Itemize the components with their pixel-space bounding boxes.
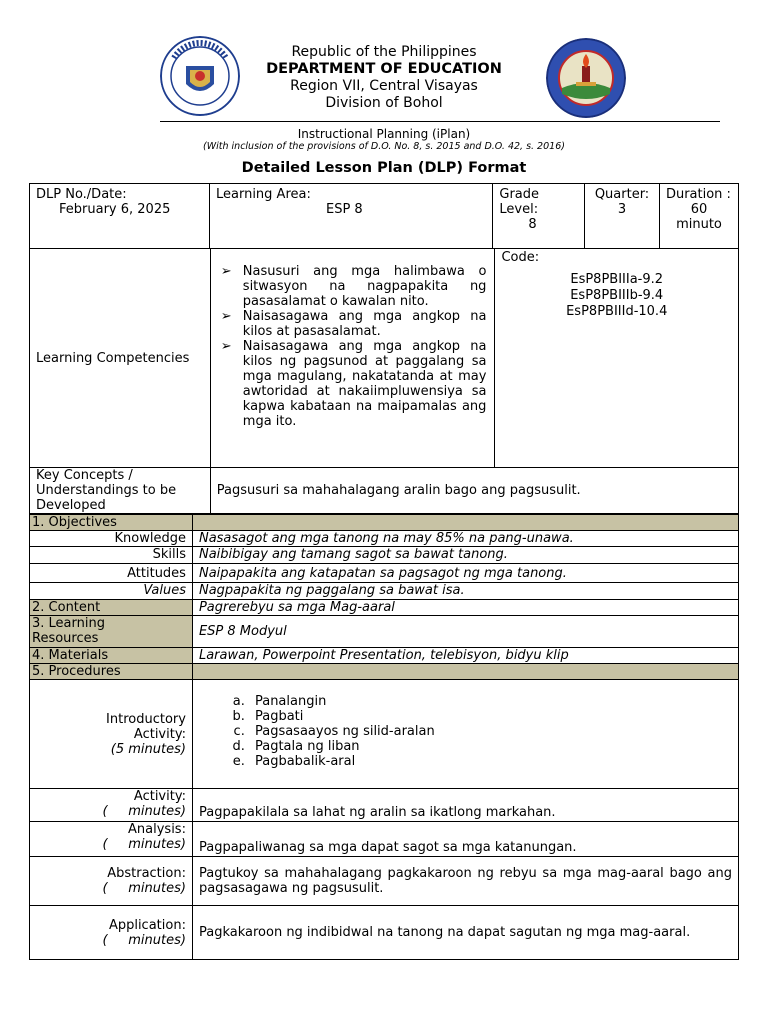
analysis-time: ( minutes): [102, 837, 186, 852]
abstraction-label-cell: [30, 857, 193, 906]
abstraction-value: Pagtukoy sa mahahalagang pagkakaroon ng rebyu sa mga mag-aaral bago ang pagsasagawa ng pagsusulit.: [192, 857, 738, 906]
dlp-label: DLP No./Date:: [36, 187, 127, 202]
header-department: DEPARTMENT OF EDUCATION: [266, 61, 502, 77]
materials-value: Larawan, Powerpoint Presentation, telebisyon, bidyu klip: [192, 648, 738, 664]
competency-item: ➢ Naisasagawa ang mga angkop na kilos ng pagsunod at paggalang sa mga magulang, nakatatanda at may awtoridad at nakaiimpluwensiya sa kapwa kabataan na maipamalas ang mga ito.: [243, 339, 487, 429]
learning-area-label: Learning Area:: [215, 187, 311, 202]
key-concepts-value: Pagsusuri sa mahahalagang aralin bago ang pagsusulit.: [210, 468, 738, 514]
application-time: ( minutes): [102, 932, 186, 948]
objectives-section-fill: [192, 515, 738, 531]
content-value: Pagrerebyu sa mga Mag-aaral: [192, 600, 738, 616]
abstraction-label: Abstraction:: [107, 866, 186, 881]
dlp-date: February 6, 2025: [59, 202, 171, 217]
code-label: Code:: [501, 250, 540, 265]
application-value: Pagkakaroon ng indibidwal na tanong na dapat sagutan ng mga mag-aaral.: [192, 906, 738, 960]
introductory-item: d. Pagtala ng liban: [249, 739, 732, 754]
plan-title: Instructional Planning (iPlan): [297, 127, 471, 141]
quarter-label: Quarter:: [594, 187, 650, 202]
header-republic: Republic of the Philippines: [291, 44, 477, 60]
values-label: Values: [30, 583, 193, 600]
quarter-cell: [585, 184, 660, 249]
quarter-value: 3: [617, 202, 627, 217]
values-value: Nagpapakita ng paggalang sa bawat isa.: [192, 583, 738, 600]
analysis-label: Analysis:: [128, 822, 186, 837]
application-label: Application:: [108, 917, 186, 933]
resources-value: ESP 8 Modyul: [192, 616, 738, 648]
grade-value: 8: [528, 217, 537, 232]
introductory-item: a. Panalangin: [249, 694, 732, 709]
format-title: Detailed Lesson Plan (DLP) Format: [241, 160, 527, 176]
content-section: 2. Content: [30, 600, 193, 616]
competency-item: ➢ Nasusuri ang mga halimbawa o sitwasyon na nagpapakita ng pasasalamat o kawalan nito.: [243, 264, 487, 309]
header-region: Region VII, Central Visayas: [290, 78, 478, 94]
objectives-section: 1. Objectives: [30, 515, 193, 531]
knowledge-value: Nasasagot ang mga tanong na may 85% na pang-unawa.: [192, 531, 738, 547]
grade-cell: [493, 184, 585, 249]
knowledge-label: Knowledge: [30, 531, 193, 547]
plan-note: (With inclusion of the provisions of D.O. No. 8, s. 2015 and D.O. 42, s. 2016): [203, 141, 565, 152]
dlp-cell: [30, 184, 210, 249]
introductory-item: e. Pagbabalik-aral: [249, 754, 732, 769]
competencies-list: [217, 264, 487, 429]
competencies-list-cell: [210, 249, 495, 468]
analysis-label-cell: [30, 822, 193, 857]
attitudes-label: Attitudes: [30, 564, 193, 583]
introductory-list: [199, 694, 732, 769]
introductory-time: (5 minutes): [110, 741, 186, 757]
abstraction-time: ( minutes): [102, 881, 186, 896]
competency-code: EsP8PBIIIa-9.2: [570, 272, 664, 287]
competency-item: ➢ Naisasagawa ang mga angkop na kilos at pasasalamat.: [243, 309, 487, 339]
lesson-plan-table: [29, 514, 739, 960]
analysis-value: Pagpapaliwanag sa mga dapat sagot sa mga katanungan.: [192, 822, 738, 857]
code-cell: [495, 249, 739, 468]
introductory-list-cell: [192, 680, 738, 789]
application-label-cell: [30, 906, 193, 960]
procedures-section: 5. Procedures: [30, 664, 193, 680]
competency-code: EsP8PBIIIb-9.4: [570, 288, 664, 303]
attitudes-value: Naipapakita ang katapatan sa pagsagot ng mga tanong.: [192, 564, 738, 583]
learning-area-value: ESP 8: [325, 202, 363, 217]
duration-value: 60 minuto: [676, 202, 722, 232]
header-divider: [160, 121, 720, 122]
resources-section: 3. Learning Resources: [30, 616, 193, 648]
activity-label-cell: [30, 789, 193, 822]
competencies-table: [29, 248, 739, 514]
introductory-label: Introductory Activity:: [106, 711, 186, 742]
introductory-item: c. Pagsasaayos ng silid-aralan: [249, 724, 732, 739]
introductory-label-cell: [30, 680, 193, 789]
competency-code: EsP8PBIIId-10.4: [566, 304, 668, 319]
header-division: Division of Bohol: [325, 95, 443, 111]
key-concepts-label: Key Concepts / Understandings to be Developed: [30, 468, 211, 514]
competencies-label: Learning Competencies: [30, 249, 211, 468]
introductory-item: b. Pagbati: [249, 709, 732, 724]
dlp-info-table: [29, 183, 739, 249]
procedures-section-fill: [192, 664, 738, 680]
duration-label: Duration :: [665, 187, 731, 202]
duration-cell: [659, 184, 738, 249]
materials-section: 4. Materials: [30, 648, 193, 664]
activity-value: Pagpapakilala sa lahat ng aralin sa ikatlong markahan.: [192, 789, 738, 822]
grade-label: Grade Level:: [499, 187, 540, 217]
activity-label: Activity:: [133, 789, 186, 804]
learning-area-cell: [209, 184, 492, 249]
skills-label: Skills: [30, 547, 193, 564]
skills-value: Naibibigay ang tamang sagot sa bawat tanong.: [192, 547, 738, 564]
activity-time: ( minutes): [102, 804, 186, 819]
